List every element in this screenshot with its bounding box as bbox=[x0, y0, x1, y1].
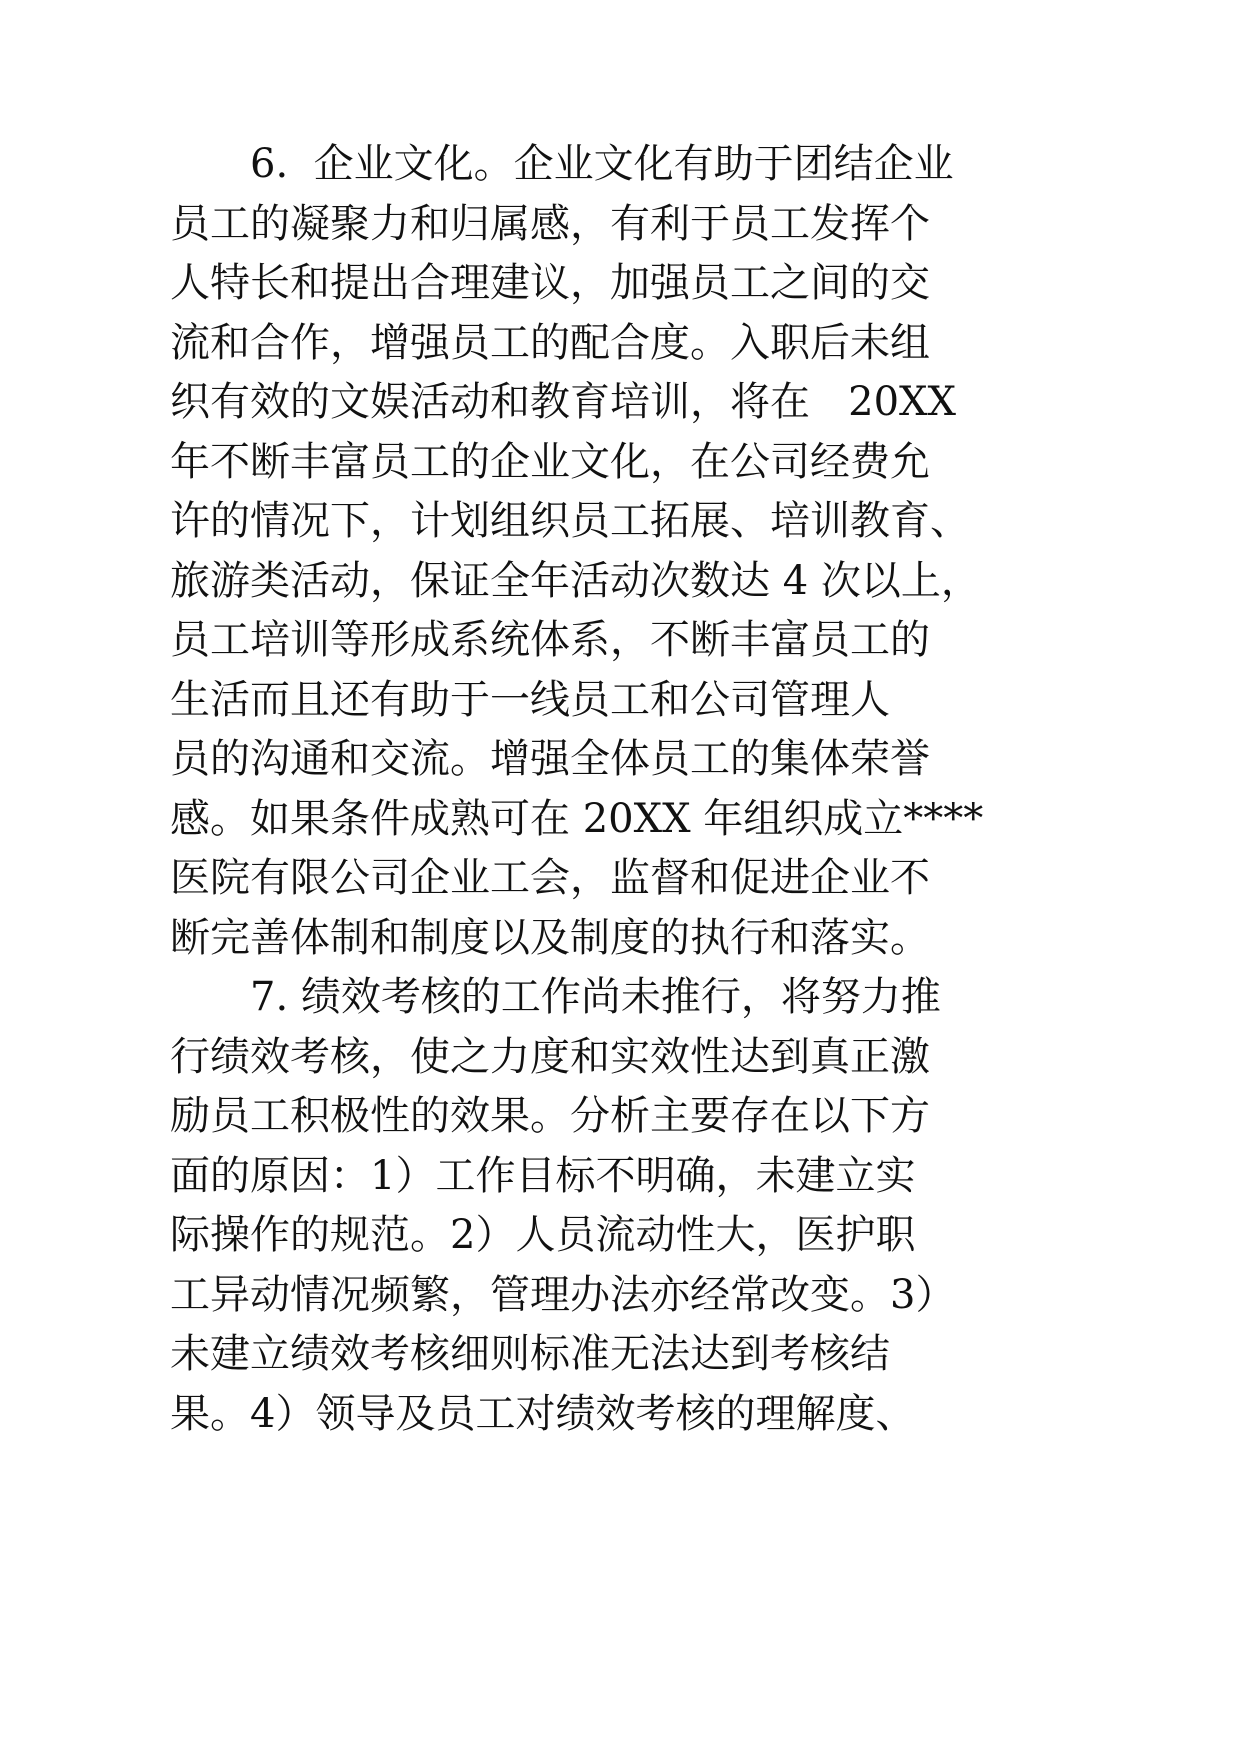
text-line: 行绩效考核，使之力度和实效性达到真正激 bbox=[170, 1033, 930, 1080]
text-line: 果。4）领导及员工对绩效考核的理解度、 bbox=[170, 1390, 916, 1437]
text-line: 际操作的规范。2）人员流动性大，医护职 bbox=[170, 1212, 916, 1258]
text-line: 年不断丰富员工的企业文化，在公司经费允 bbox=[170, 438, 930, 485]
text-line: 断完善体制和制度以及制度的执行和落实。 bbox=[170, 914, 930, 961]
text-line: 许的情况下，计划组织员工拓展、培训教育、 bbox=[170, 498, 970, 544]
text-line: 生活而且还有助于一线员工和公司管理人 bbox=[170, 676, 890, 723]
text-line: 员工培训等形成系统体系，不断丰富员工的 bbox=[170, 617, 930, 663]
text-line: 6. 企业文化。企业文化有助于团结企业 bbox=[250, 141, 954, 187]
paragraph-corporate-culture bbox=[170, 135, 984, 968]
text-line: 员的沟通和交流。增强全体员工的集体荣誉 bbox=[170, 736, 930, 782]
text-line: 工异动情况频繁，管理办法亦经常改变。3） bbox=[170, 1271, 956, 1318]
text-line: 流和合作，增强员工的配合度。入职后未组 bbox=[170, 319, 930, 366]
text-line: 励员工积极性的效果。分析主要存在以下方 bbox=[170, 1093, 930, 1139]
text-line: 医院有限公司企业工会，监督和促进企业不 bbox=[170, 855, 930, 901]
text-line: 面的原因：1）工作目标不明确，未建立实 bbox=[170, 1152, 916, 1199]
text-line: 织有效的文娱活动和教育培训，将在 20XX bbox=[170, 379, 956, 425]
text-line: 旅游类活动，保证全年活动次数达 4 次以上， bbox=[170, 557, 981, 604]
text-line: 员工的凝聚力和归属感，有利于员工发挥个 bbox=[170, 200, 930, 247]
text-line: 感。如果条件成熟可在 20XX 年组织成立**** bbox=[170, 795, 984, 842]
text-line: 未建立绩效考核细则标准无法达到考核结 bbox=[170, 1331, 890, 1377]
text-line: 7. 绩效考核的工作尚未推行，将努力推 bbox=[250, 974, 941, 1020]
text-line: 人特长和提出合理建议，加强员工之间的交 bbox=[170, 260, 930, 306]
paragraph-performance-appraisal bbox=[170, 968, 970, 1444]
document-body bbox=[170, 135, 984, 1444]
